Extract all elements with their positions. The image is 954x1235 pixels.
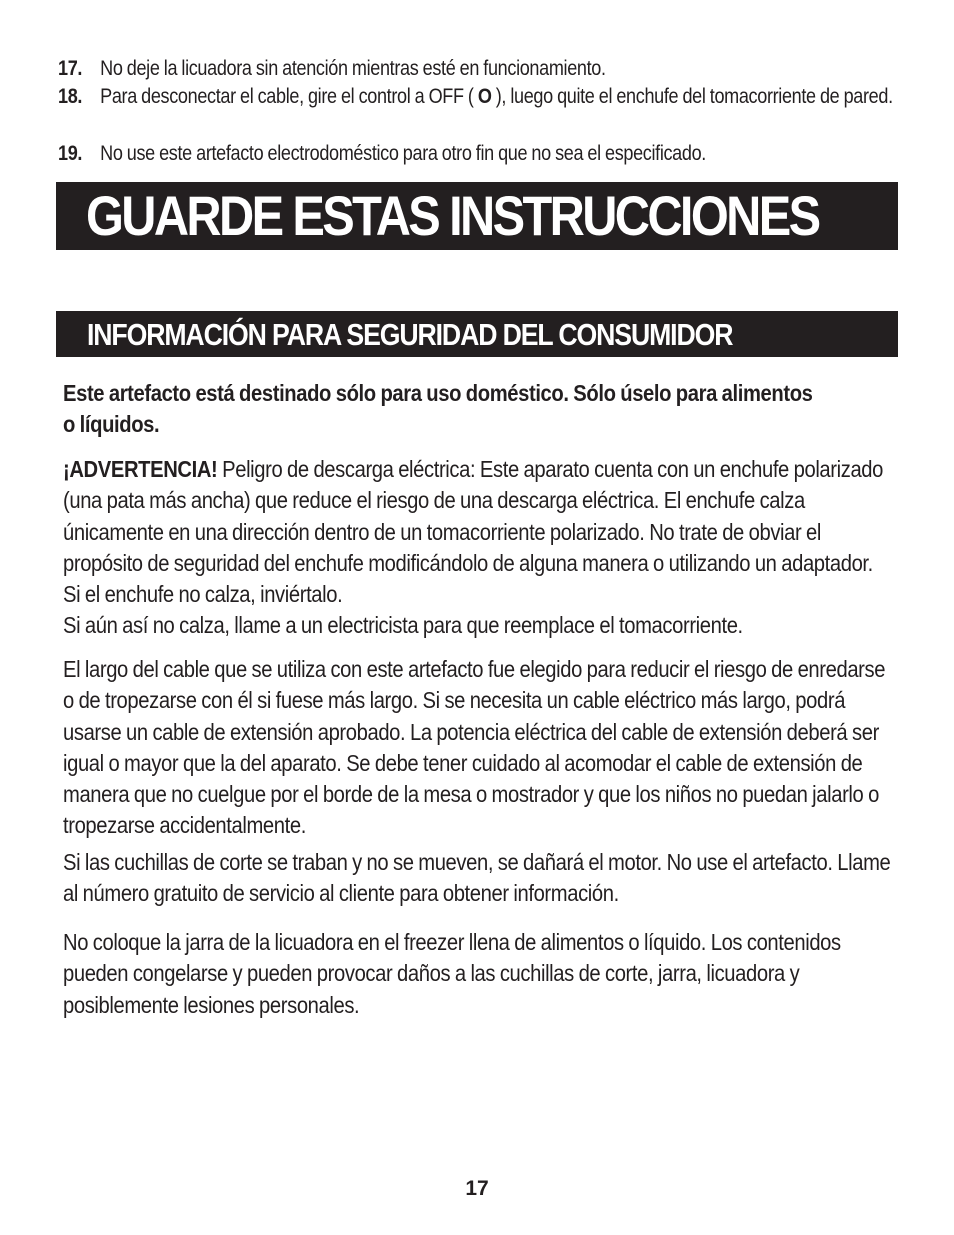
warning-text-final: Si aún así no calza, llame a un electricista para que reemplace el tomacorriente. bbox=[63, 612, 743, 639]
consumer-safety-heading bbox=[56, 311, 898, 357]
list-text: No use este artefacto electrodoméstico para otro fin que no sea el especificado. bbox=[100, 142, 706, 165]
safety-list bbox=[58, 55, 918, 168]
section-title: INFORMACIÓN PARA SEGURIDAD DEL CONSUMIDOR bbox=[87, 317, 733, 352]
list-text: No deje la licuadora sin atención mientras esté en funcionamiento. bbox=[100, 57, 606, 80]
household-use-notice: Este artefacto está destinado sólo para uso doméstico. Sólo úselo para alimentos o líquidos. bbox=[63, 380, 813, 438]
list-item-19 bbox=[58, 140, 926, 168]
list-item-17 bbox=[58, 55, 926, 83]
banner-title: GUARDE ESTAS INSTRUCCIONES bbox=[86, 184, 819, 247]
list-item-18 bbox=[58, 83, 926, 140]
off-symbol: O bbox=[477, 85, 492, 108]
warning-paragraph bbox=[63, 454, 893, 642]
list-text-continued: ), luego quite el enchufe del tomacorriente de pared. bbox=[491, 85, 893, 108]
blades-paragraph: Si las cuchillas de corte se traban y no se mueven, se dañará el motor. No use el artefacto. Llame al número gratuito de servicio al cliente para obtener información. bbox=[63, 849, 891, 907]
cable-paragraph: El largo del cable que se utiliza con este artefacto fue elegido para reducir el riesgo de enredarse o de tropezarse con él si fuese más largo. Si se necesita un cable eléctrico más largo, podrá usarse un cable de extensión aprobado. La potencia eléctrica del cable de extensión deberá ser igual o mayor que la del aparato. Se debe tener cuidado al acomodar el cable de extensión de manera que no cuelgue por el borde de la mesa o mostrador y que los niños no puedan jalarlo o tropezarse accidentalmente. bbox=[63, 656, 886, 839]
warning-text: Peligro de descarga eléctrica: Este aparato cuenta con un enchufe polarizado (una pata más ancha) que reduce el riesgo de una descarga eléctrica. El enchufe calza únicamente en una dirección dentro de un tomacorriente polarizado. No trate de obviar el propósito de seguridad del enchufe modificándolo de alguna manera o utilizando un adaptador. Si el enchufe no calza, inviértalo. bbox=[63, 456, 884, 608]
freezer-paragraph: No coloque la jarra de la licuadora en el freezer llena de alimentos o líquido. Los contenidos pueden congelarse y pueden provocar daños a las cuchillas de corte, jarra, licuadora y posiblemente lesiones personales. bbox=[63, 929, 841, 1018]
list-text: Para desconectar el cable, gire el control a OFF ( bbox=[100, 85, 478, 108]
warning-label: ¡ADVERTENCIA! bbox=[63, 456, 218, 482]
list-number: 19. bbox=[58, 142, 83, 165]
list-number: 18. bbox=[58, 85, 83, 108]
page-number: 17 bbox=[465, 1177, 489, 1200]
save-instructions-banner bbox=[56, 182, 898, 250]
list-number: 17. bbox=[58, 57, 83, 80]
